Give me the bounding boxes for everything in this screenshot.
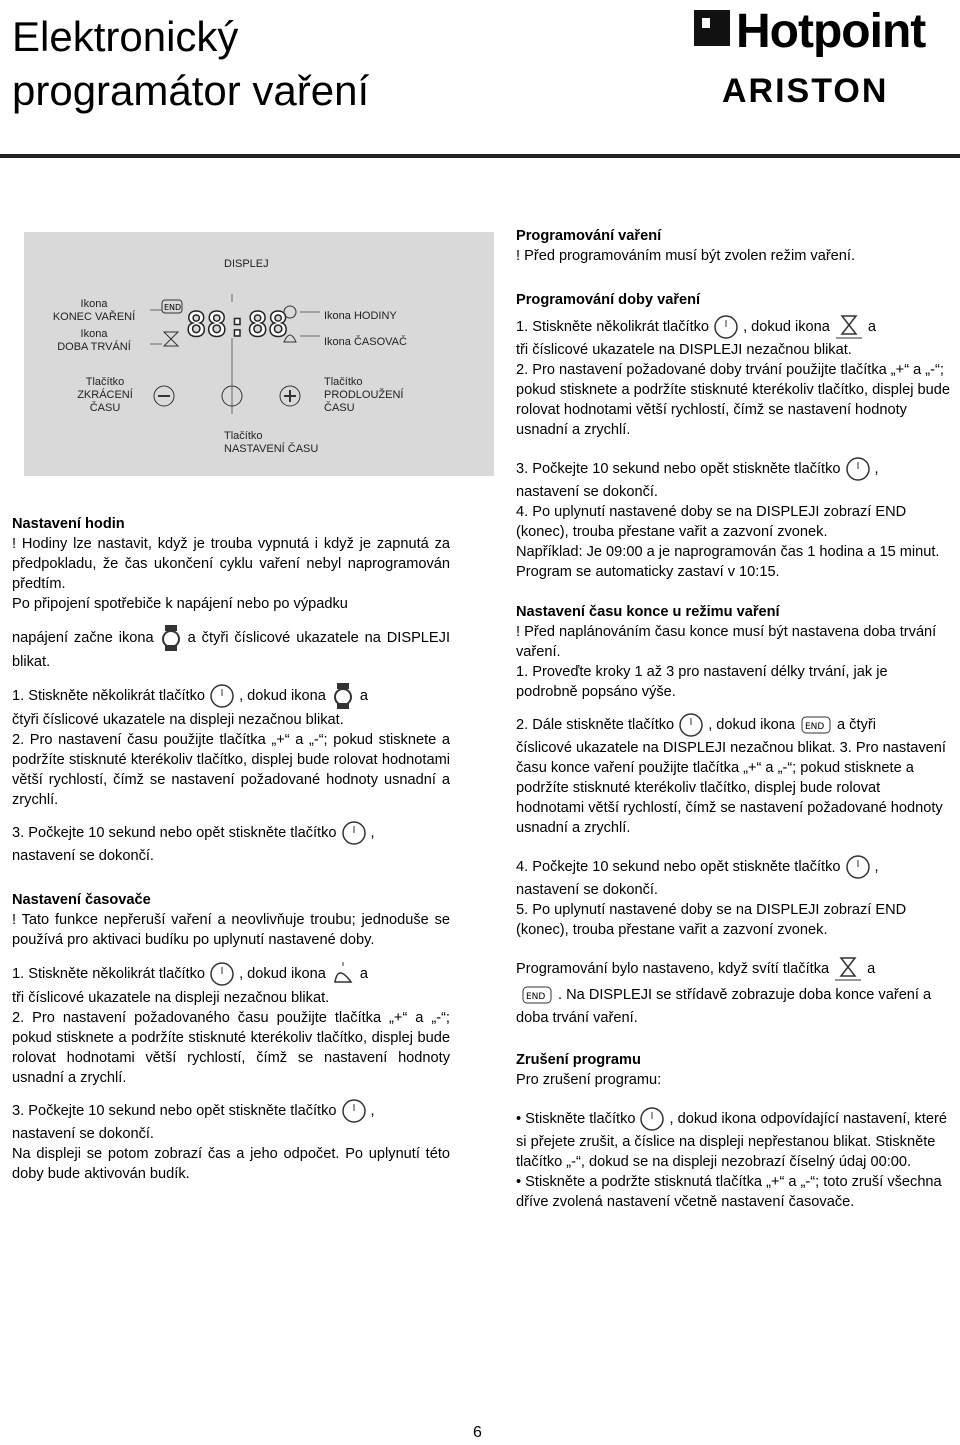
bullet-zruseni-1: • Stiskněte tlačítko , dokud ikona odpovídající nastavení, které si přejete zrušit, a číslice na displeji nepřestanou blikat. Stiskněte tlačítko „-“, dokud se na displeji nezobrazí číselný údaj 00:00.: [516, 1106, 952, 1172]
brand-logo: [692, 0, 942, 120]
clock-button-icon: [845, 854, 871, 880]
heading-hodin: Nastavení hodin: [12, 516, 125, 532]
svg-text:END: END: [805, 722, 825, 732]
para-casovac-1: ! Tato funkce nepřeruší vaření a neovlivňuje troubu; jednoduše se používá pro aktivaci budíku po uplynutí nastavené doby.: [12, 912, 450, 948]
header-rule: [0, 154, 960, 158]
step-doba-1-cont: tři číslicové ukazatele na DISPLEJI nezačnou blikat.: [516, 342, 852, 358]
step-doba-2: 2. Pro nastavení požadované doby trvání použijte tlačítka „+“ a „-“; pokud stisknete a podržíte stisknuté kterékoliv tlačítko, displej bude rolovat hodnotami větší rychlostí, čímž se nastavení hodnoty usnadní a zrychlí.: [516, 362, 950, 438]
para-konec-3: END . Na DISPLEJI se střídavě zobrazuje doba konce vaření a doba trvání vaření.: [516, 982, 952, 1028]
heading-zruseni: Zrušení programu: [516, 1052, 641, 1068]
step-doba-4: 4. Po uplynutí nastavené doby se na DISPLEJI zobrazí END (konec), trouba přestane vařit a zazvoní zvonek.: [516, 504, 907, 540]
brand-ariston: ARISTON: [722, 72, 889, 110]
para-casovac-2: Na displeji se potom zobrazí čas a jeho odpočet. Po uplynutí této doby bude aktivován budík.: [12, 1146, 450, 1182]
label-doba-trvani: Ikona DOBA TRVÁNÍ: [57, 328, 131, 353]
hotpoint-logo-icon: [692, 8, 732, 48]
page-number: 6: [473, 1424, 482, 1441]
step-hodin-3: 3. Počkejte 10 sekund nebo opět stiskněte tlačítko ,: [12, 820, 450, 846]
step-casovac-3-cont: nastavení se dokončí.: [12, 1126, 154, 1142]
clock-button-icon: [678, 712, 704, 738]
step-doba-3: 3. Počkejte 10 sekund nebo opět stiskněte tlačítko ,: [516, 456, 952, 482]
step-doba-1: 1. Stiskněte několikrát tlačítko , dokud ikona a: [516, 314, 952, 340]
step-konec-1: 1. Proveďte kroky 1 až 3 pro nastavení délky trvání, jak je podrobně popsáno výše.: [516, 664, 888, 700]
end-icon: [520, 982, 554, 1008]
label-nastaveni: Tlačítko NASTAVENÍ ČASU: [224, 430, 319, 455]
display-digits: 88:88: [186, 305, 289, 345]
clock-button-icon: [341, 1098, 367, 1124]
step-hodin-1: 1. Stiskněte několikrát tlačítko , dokud ikona a: [12, 682, 450, 710]
label-hodiny: Ikona HODINY: [324, 310, 397, 322]
heading-doba: Programování doby vaření: [516, 292, 701, 308]
right-column: [516, 226, 952, 1212]
step-konec-2: 2. Dále stiskněte tlačítko , dokud ikona END a čtyři: [516, 712, 952, 738]
display-drawing: [150, 294, 320, 414]
clock-button-icon: [845, 456, 871, 482]
label-konec-vareni: Ikona KONEC VAŘENÍ: [52, 298, 136, 323]
brand-hotpoint: Hotpoint: [736, 5, 926, 58]
para-hodin-3: napájení začne ikona a čtyři číslicové ukazatele na DISPLEJI blikat.: [12, 624, 450, 672]
step-hodin-3-cont: nastavení se dokončí.: [12, 848, 154, 864]
svg-text:END: END: [526, 992, 546, 1002]
step-casovac-1: 1. Stiskněte několikrát tlačítko , dokud ikona a: [12, 960, 450, 988]
clock-button-icon: [639, 1106, 665, 1132]
page-title: Elektronický programátor vaření: [12, 13, 370, 114]
step-hodin-1-cont: čtyři číslicové ukazatele na displeji nezačnou blikat.: [12, 712, 344, 728]
end-icon: [799, 712, 833, 738]
para-doba-example: Například: Je 09:00 a je naprogramován čas 1 hodina a 15 minut. Program se automaticky zastaví v 10:15.: [516, 544, 940, 580]
para-prog-1: ! Před programováním musí být zvolen režim vaření.: [516, 248, 856, 264]
step-doba-3-cont: nastavení se dokončí.: [516, 484, 658, 500]
step-casovac-2: 2. Pro nastavení požadovaného času použijte tlačítka „+“ a „-“; pokud stisknete a podržíte stisknuté kterékoliv tlačítko, displej bude rolovat hodnotami větší rychlostí, čímž se nastavení hodnoty usnadní a zrychlí.: [12, 1010, 450, 1086]
watch-icon: [158, 624, 184, 652]
clock-button-icon: [209, 961, 235, 987]
svg-text:END: END: [164, 303, 182, 312]
step-casovac-1-cont: tři číslicové ukazatele na displeji nezačnou blikat.: [12, 990, 330, 1006]
step-konec-5: 5. Po uplynutí nastavené doby se na DISPLEJI zobrazí END (konec), trouba přestane vařit a zazvoní zvonek.: [516, 902, 907, 938]
label-displej: DISPLEJ: [224, 258, 269, 270]
hourglass-icon: [834, 314, 864, 340]
heading-programovani: Programování vaření: [516, 228, 662, 244]
left-column: [12, 514, 450, 1184]
para-konec-1: ! Před naplánováním času konce musí být nastavena doba trvání vaření.: [516, 624, 937, 660]
watch-icon: [330, 682, 356, 710]
step-hodin-2: 2. Pro nastavení času použijte tlačítka „+“ a „-“; pokud stisknete a podržíte stisknuté kterékoliv tlačítko, displej bude rolovat hodnotami větší rychlostí, čímž se nastavení požadované hodnoty usnadní a zrychlí.: [12, 732, 450, 808]
clock-button-icon: [341, 820, 367, 846]
bullet-zruseni-2: • Stiskněte a podržte stisknutá tlačítka „+“ a „-“; toto zruší všechna dříve zvolená nastavení včetně nastavení časovače.: [516, 1174, 942, 1210]
heading-konec: Nastavení času konce u režimu vaření: [516, 604, 780, 620]
step-konec-4: 4. Počkejte 10 sekund nebo opět stiskněte tlačítko ,: [516, 854, 952, 880]
para-konec-2: Programování bylo nastaveno, když svítí tlačítka a: [516, 956, 952, 982]
label-casovac: Ikona ČASOVAČ: [324, 336, 407, 348]
step-casovac-3: 3. Počkejte 10 sekund nebo opět stiskněte tlačítko ,: [12, 1098, 450, 1124]
para-hodin-2: Po připojení spotřebiče k napájení nebo po výpadku: [12, 596, 348, 612]
hourglass-icon: [833, 956, 863, 982]
step-konec-4-cont: nastavení se dokončí.: [516, 882, 658, 898]
heading-casovac: Nastavení časovače: [12, 892, 151, 908]
clock-button-icon: [713, 314, 739, 340]
step-konec-2-cont: číslicové ukazatele na DISPLEJI nezačnou blikat. 3. Pro nastavení času konce vaření použijte tlačítka „+“ a „-“; pokud stisknete a podržíte stisknuté kterékoliv tlačítko, displej bude rolovat hodnotami větší rychlostí, čímž se nastavení požadované hodnoty usnadní a zrychlí.: [516, 740, 946, 836]
bell-icon: [330, 960, 356, 988]
clock-button-icon: [209, 683, 235, 709]
label-prodlouzeni: Tlačítko PRODLOUŽENÍ ČASU: [324, 376, 404, 414]
control-panel-diagram: [24, 232, 494, 476]
para-hodin-1: ! Hodiny lze nastavit, když je trouba vypnutá i když je zapnutá za předpokladu, že čas ukončení cyklu vaření nebyl naprogramován předtím.: [12, 536, 450, 592]
label-zkraceni: Tlačítko ZKRÁCENÍ ČASU: [77, 376, 133, 414]
para-zruseni-1: Pro zrušení programu:: [516, 1072, 662, 1088]
